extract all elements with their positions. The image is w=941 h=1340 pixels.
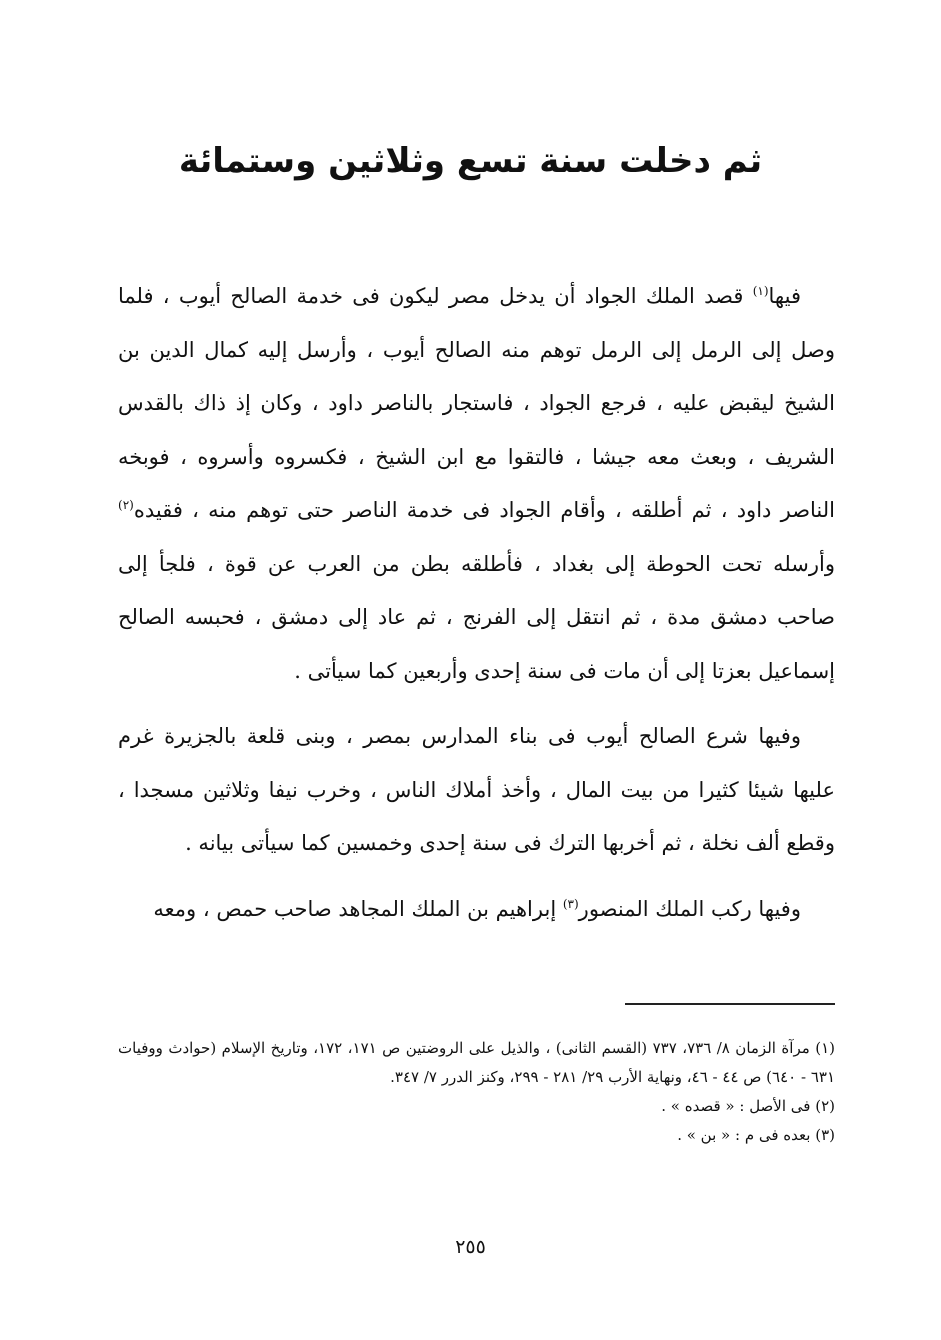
page-number: ٢٥٥ bbox=[455, 1236, 486, 1258]
chapter-title: ثم دخلت سنة تسع وثلاثين وستمائة bbox=[178, 141, 763, 181]
footnote-2: (٢) فى الأصل : « قصده » . bbox=[661, 1097, 835, 1115]
footnote-separator bbox=[625, 1003, 835, 1005]
footnote-ref-3: (٣) bbox=[562, 896, 579, 911]
paragraph-3-end: إبراهيم بن الملك المجاهد صاحب حمص ، ومعه bbox=[153, 896, 563, 921]
footnote-ref-2: (٢) bbox=[118, 498, 134, 512]
paragraph-3 bbox=[118, 883, 835, 937]
paragraph-2: وفيها شرع الصالح أيوب فى بناء المدارس بمصر ، وبنى قلعة بالجزيرة غرم عليها شيئا كثيرا من بيت المال ، وأخذ أملاك الناس ، وخرب نيفا وثلاثين مسجدا ، وقطع ألف نخلة ، ثم أخربها الترك فى سنة إحدى وخمسين كما سيأتى بيانه . bbox=[118, 724, 835, 855]
paragraph-1 bbox=[118, 270, 835, 698]
main-text bbox=[118, 270, 835, 936]
paragraph-1-middle: قصد الملك الجواد أن يدخل مصر ليكون فى خدمة الصالح أيوب ، فلما وصل إلى الرمل إلى الرمل توهم منه الصالح أيوب ، وأرسل إليه كمال الدين بن الشيخ ليقبض عليه ، فرجع الجواد ، فاستجار بالناصر داود ، وكان إذ ذاك بالقدس الشريف ، وبعث معه جيشا ، فالتقوا مع ابن الشيخ ، فكسروه وأسروه ، فوبخه الناصر داود ، ثم أطلقه ، وأقام الجواد فى خدمة الناصر حتى توهم منه ، فقيده bbox=[118, 284, 835, 522]
footnote-1: (١) مرآة الزمان ٨/ ٧٣٦، ٧٣٧ (القسم الثانى) ، والذيل على الروضتين ص ١٧١، ١٧٢، وتاريخ الإسلام (حوادث ووفيات ٦٣١ - ٦٤٠) ص ٤٤ - ٤٦، ونهاية الأرب ٢٩/ ٢٨١ - ٢٩٩، وكنز الدرر ٧/ ٣٤٧. bbox=[118, 1039, 835, 1086]
paragraph-1-end: وأرسله تحت الحوطة إلى بغداد ، فأطلقه بطن من العرب عن قوة ، فلجأ إلى صاحب دمشق مدة ، ثم انتقل إلى الفرنج ، ثم عاد إلى دمشق ، فحبسه الصالح إسماعيل بعزتا إلى أن مات فى سنة إحدى وأربعين كما سيأتى . bbox=[118, 551, 835, 683]
paragraph-1-start: فيها bbox=[768, 284, 801, 308]
footnote-3: (٣) بعده فى م : « بن » . bbox=[677, 1126, 835, 1144]
paragraph-3-start: وفيها ركب الملك المنصور bbox=[578, 896, 801, 921]
footnote-ref-1: (١) bbox=[752, 284, 769, 298]
footnotes bbox=[118, 1034, 835, 1150]
